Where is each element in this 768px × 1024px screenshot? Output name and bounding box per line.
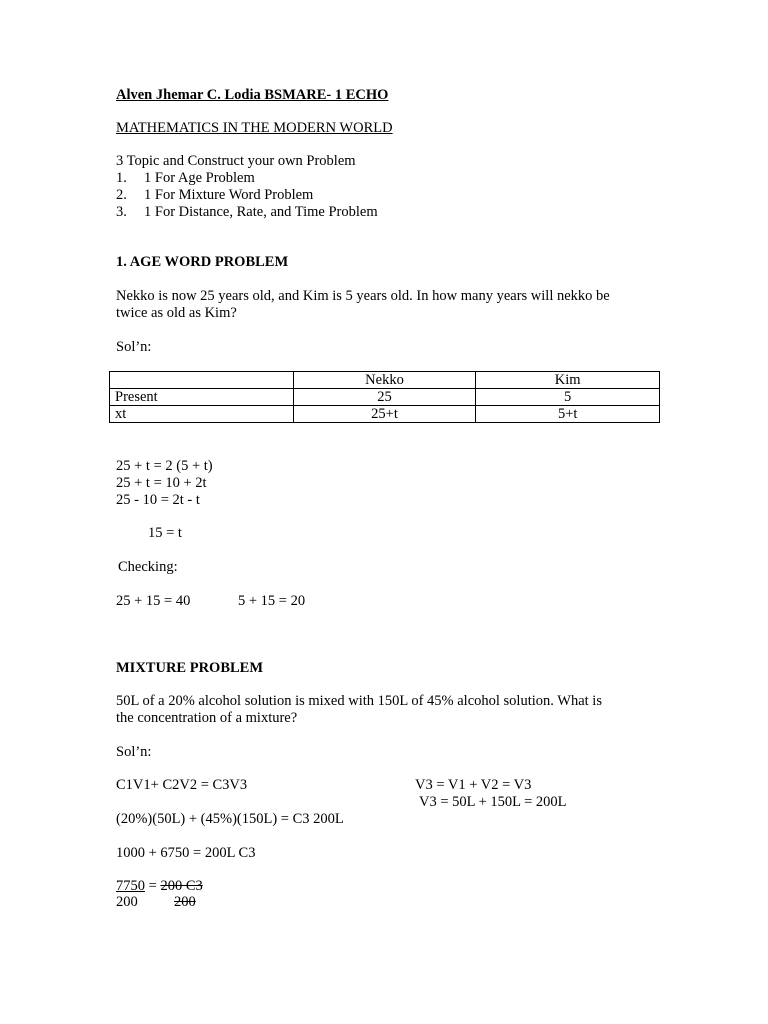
mixture-formula: C1V1+ C2V2 = C3V3 bbox=[116, 777, 248, 793]
table-cell: 25+t bbox=[293, 406, 476, 423]
table-row bbox=[110, 389, 660, 406]
table-header-cell: Kim bbox=[476, 372, 660, 389]
age-question-line-2: twice as old as Kim? bbox=[116, 305, 237, 321]
volume-total: V3 = 50L + 150L = 200L bbox=[419, 794, 567, 810]
table-header-cell: Nekko bbox=[293, 372, 476, 389]
course-title: MATHEMATICS IN THE MODERN WORLD bbox=[116, 120, 393, 136]
mixture-sum: 1000 + 6750 = 200L C3 bbox=[116, 845, 256, 861]
author-line: Alven Jhemar C. Lodia BSMARE- 1 ECHO bbox=[116, 87, 389, 103]
table-cell: 5 bbox=[476, 389, 660, 406]
fraction-numerator-right: 200 C3 bbox=[160, 878, 203, 894]
table-cell: Present bbox=[110, 389, 294, 406]
task-line: 3 Topic and Construct your own Problem bbox=[116, 153, 356, 169]
mixture-question-line-1: 50L of a 20% alcohol solution is mixed with 150L of 45% alcohol solution. What is bbox=[116, 693, 602, 709]
list-item-number: 1. bbox=[116, 170, 127, 186]
table-row bbox=[110, 406, 660, 423]
list-item-text: 1 For Age Problem bbox=[144, 170, 255, 186]
list-item-number: 2. bbox=[116, 187, 127, 203]
checking-label: Checking: bbox=[118, 559, 178, 575]
list-item-text: 1 For Mixture Word Problem bbox=[144, 187, 314, 203]
table-cell: xt bbox=[110, 406, 294, 423]
list-item-number: 3. bbox=[116, 204, 127, 220]
age-problem-heading: 1. AGE WORD PROBLEM bbox=[116, 254, 289, 270]
mixture-solution-label: Sol’n: bbox=[116, 744, 152, 760]
fraction-equals: = bbox=[145, 878, 161, 894]
table-cell: 25 bbox=[293, 389, 476, 406]
age-result: 15 = t bbox=[148, 525, 182, 541]
table-header-row bbox=[110, 372, 660, 389]
age-table bbox=[109, 371, 660, 423]
table-cell: 5+t bbox=[476, 406, 660, 423]
check-kim: 5 + 15 = 20 bbox=[238, 593, 306, 609]
table-header-cell bbox=[110, 372, 294, 389]
mixture-problem-heading: MIXTURE PROBLEM bbox=[116, 660, 264, 676]
age-question-line-1: Nekko is now 25 years old, and Kim is 5 years old. In how many years will nekko be bbox=[116, 288, 610, 304]
fraction-numerator-row bbox=[116, 878, 203, 895]
mixture-question-line-2: the concentration of a mixture? bbox=[116, 710, 298, 726]
mixture-substitution: (20%)(50L) + (45%)(150L) = C3 200L bbox=[116, 811, 344, 827]
volume-formula: V3 = V1 + V2 = V3 bbox=[415, 777, 532, 793]
age-step: 25 - 10 = 2t - t bbox=[116, 492, 200, 508]
age-solution-label: Sol’n: bbox=[116, 339, 152, 355]
fraction-denominator-left: 200 bbox=[116, 894, 138, 910]
age-step: 25 + t = 2 (5 + t) bbox=[116, 458, 213, 474]
fraction-denominator-right: 200 bbox=[174, 894, 196, 910]
age-step: 25 + t = 10 + 2t bbox=[116, 475, 207, 491]
check-nekko: 25 + 15 = 40 bbox=[116, 593, 191, 609]
fraction-numerator-left: 7750 bbox=[116, 878, 145, 894]
list-item-text: 1 For Distance, Rate, and Time Problem bbox=[144, 204, 378, 220]
